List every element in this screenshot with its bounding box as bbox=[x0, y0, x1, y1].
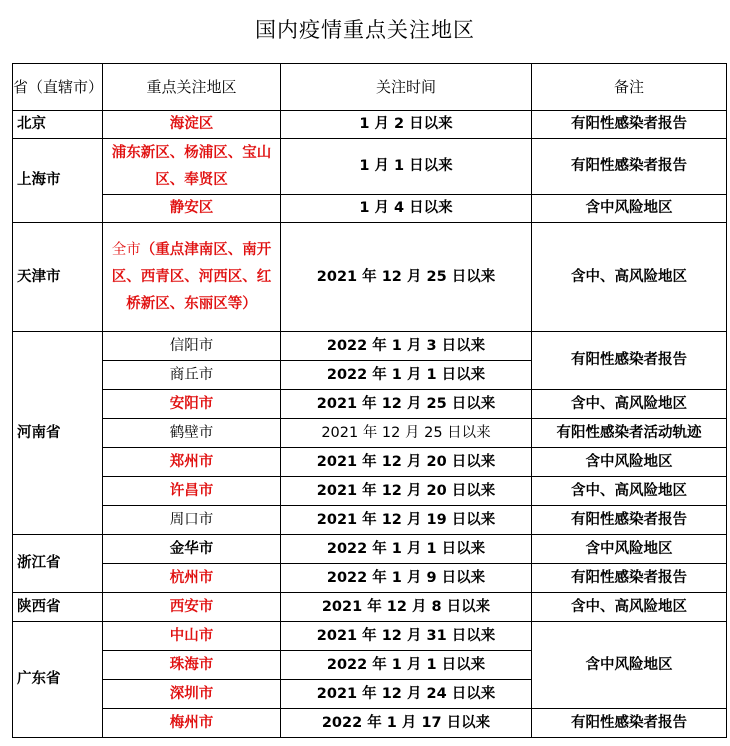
region-cell: 西安市 bbox=[103, 593, 281, 622]
province-cell: 北京 bbox=[13, 111, 103, 139]
region-cell: 郑州市 bbox=[103, 448, 281, 477]
region-cell: 中山市 bbox=[103, 622, 281, 651]
note-cell: 含中、高风险地区 bbox=[532, 223, 727, 332]
province-cell: 广东省 bbox=[13, 622, 103, 738]
table-row bbox=[13, 622, 727, 651]
note-cell: 有阳性感染者报告 bbox=[532, 709, 727, 738]
time-cell: 2021 年 12 月 25 日以来 bbox=[281, 419, 532, 448]
header-province: 省（直辖市） bbox=[13, 64, 103, 111]
header-time: 关注时间 bbox=[281, 64, 532, 111]
note-cell: 含中风险地区 bbox=[532, 535, 727, 564]
region-cell: 信阳市 bbox=[103, 332, 281, 361]
region-cell: 许昌市 bbox=[103, 477, 281, 506]
table-row bbox=[13, 139, 727, 195]
time-cell: 2022 年 1 月 1 日以来 bbox=[281, 361, 532, 390]
note-cell: 有阳性感染者报告 bbox=[532, 111, 727, 139]
note-cell: 有阳性感染者报告 bbox=[532, 139, 727, 195]
time-cell: 2021 年 12 月 20 日以来 bbox=[281, 477, 532, 506]
time-cell: 2021 年 12 月 19 日以来 bbox=[281, 506, 532, 535]
note-cell: 含中风险地区 bbox=[532, 622, 727, 709]
table-row bbox=[13, 419, 727, 448]
region-cell: 鹤壁市 bbox=[103, 419, 281, 448]
province-cell: 天津市 bbox=[13, 223, 103, 332]
time-cell: 2021 年 12 月 25 日以来 bbox=[281, 390, 532, 419]
time-cell: 2021 年 12 月 25 日以来 bbox=[281, 223, 532, 332]
table-row bbox=[13, 477, 727, 506]
focus-areas-table bbox=[12, 63, 727, 738]
table-row bbox=[13, 506, 727, 535]
table-row bbox=[13, 111, 727, 139]
note-cell: 含中、高风险地区 bbox=[532, 593, 727, 622]
note-cell: 含中、高风险地区 bbox=[532, 390, 727, 419]
time-cell: 1 月 2 日以来 bbox=[281, 111, 532, 139]
time-cell: 2022 年 1 月 9 日以来 bbox=[281, 564, 532, 593]
table-row bbox=[13, 390, 727, 419]
header-note: 备注 bbox=[532, 64, 727, 111]
time-cell: 2021 年 12 月 20 日以来 bbox=[281, 448, 532, 477]
time-cell: 2021 年 12 月 24 日以来 bbox=[281, 680, 532, 709]
table-header-row bbox=[13, 64, 727, 111]
region-cell: 周口市 bbox=[103, 506, 281, 535]
header-region: 重点关注地区 bbox=[103, 64, 281, 111]
note-cell: 含中风险地区 bbox=[532, 195, 727, 223]
table-row bbox=[13, 564, 727, 593]
note-cell: 有阳性感染者报告 bbox=[532, 332, 727, 390]
region-cell bbox=[103, 223, 281, 332]
region-cell: 金华市 bbox=[103, 535, 281, 564]
region-prefix: 全市 bbox=[111, 241, 141, 258]
time-cell: 2022 年 1 月 1 日以来 bbox=[281, 651, 532, 680]
table-row bbox=[13, 195, 727, 223]
region-cell: 安阳市 bbox=[103, 390, 281, 419]
time-cell: 2022 年 1 月 17 日以来 bbox=[281, 709, 532, 738]
time-cell: 2022 年 1 月 3 日以来 bbox=[281, 332, 532, 361]
note-cell: 有阳性感染者活动轨迹 bbox=[532, 419, 727, 448]
table-row bbox=[13, 535, 727, 564]
region-cell: 静安区 bbox=[103, 195, 281, 223]
note-cell: 有阳性感染者报告 bbox=[532, 506, 727, 535]
region-cell: 深圳市 bbox=[103, 680, 281, 709]
note-cell: 含中风险地区 bbox=[532, 448, 727, 477]
region-cell: 梅州市 bbox=[103, 709, 281, 738]
time-cell: 2021 年 12 月 31 日以来 bbox=[281, 622, 532, 651]
time-cell: 1 月 4 日以来 bbox=[281, 195, 532, 223]
province-cell: 陕西省 bbox=[13, 593, 103, 622]
region-cell: 商丘市 bbox=[103, 361, 281, 390]
table-row bbox=[13, 448, 727, 477]
table-row bbox=[13, 593, 727, 622]
time-cell: 2022 年 1 月 1 日以来 bbox=[281, 535, 532, 564]
region-cell: 海淀区 bbox=[103, 111, 281, 139]
page-title: 国内疫情重点关注地区 bbox=[255, 18, 475, 42]
region-detail: （重点津南区、南开区、西青区、河西区、红桥新区、东丽区等） bbox=[111, 241, 272, 312]
region-cell: 珠海市 bbox=[103, 651, 281, 680]
table-row bbox=[13, 709, 727, 738]
time-cell: 2021 年 12 月 8 日以来 bbox=[281, 593, 532, 622]
province-cell: 上海市 bbox=[13, 139, 103, 223]
table-row bbox=[13, 223, 727, 332]
time-cell: 1 月 1 日以来 bbox=[281, 139, 532, 195]
province-cell: 浙江省 bbox=[13, 535, 103, 593]
region-cell: 浦东新区、杨浦区、宝山区、奉贤区 bbox=[103, 139, 281, 195]
note-cell: 含中、高风险地区 bbox=[532, 477, 727, 506]
note-cell: 有阳性感染者报告 bbox=[532, 564, 727, 593]
table-row bbox=[13, 332, 727, 361]
province-cell: 河南省 bbox=[13, 332, 103, 535]
region-cell: 杭州市 bbox=[103, 564, 281, 593]
